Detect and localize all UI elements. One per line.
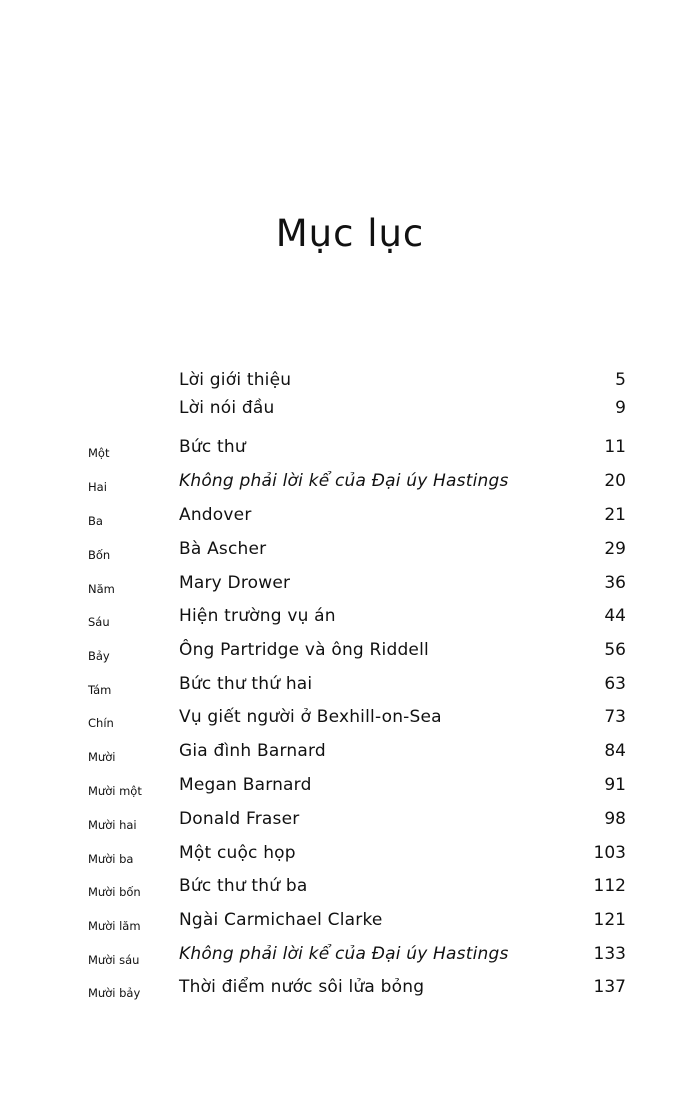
chapter-number: Mười bảy [88,986,141,1000]
page-number: 56 [604,640,626,660]
chapter-title: Bức thư thứ hai [179,674,313,694]
chapter-number: Bảy [88,649,110,663]
chapter-number: Bốn [88,548,111,562]
chapter-title: Lời giới thiệu [179,370,292,390]
chapter-number: Chín [88,716,114,730]
toc-entry [0,606,700,636]
chapter-number: Mười ba [88,852,134,866]
chapter-title: Bức thư thứ ba [179,876,308,896]
page-number: 103 [593,843,626,863]
chapter-title: Ngài Carmichael Clarke [179,910,383,930]
toc-entry [0,843,700,873]
chapter-title: Vụ giết người ở Bexhill-on-Sea [179,707,442,727]
page-number: 9 [615,398,626,418]
chapter-number: Mười hai [88,818,137,832]
toc-entry [0,573,700,603]
chapter-number: Mười lăm [88,919,141,933]
chapter-number: Năm [88,582,115,596]
toc-entry [0,775,700,805]
page-number: 91 [604,775,626,795]
page-number: 44 [604,606,626,626]
chapter-title: Donald Fraser [179,809,300,829]
chapter-number: Ba [88,514,103,528]
chapter-title: Hiện trường vụ án [179,606,336,626]
toc-entry [0,471,700,501]
toc-entry [0,741,700,771]
chapter-number: Mười sáu [88,953,140,967]
chapter-title: Ông Partridge và ông Riddell [179,640,429,660]
chapter-title: Andover [179,505,252,525]
page-number: 112 [593,876,626,896]
chapter-title: Mary Drower [179,573,291,593]
chapter-title: Bức thư [179,437,246,457]
chapter-number: Mười bốn [88,885,141,899]
chapter-title: Không phải lời kể của Đại úy Hastings [179,944,509,964]
page-title: Mục lục [275,212,425,255]
toc-entry [0,977,700,1007]
chapter-title: Gia đình Barnard [179,741,326,761]
page-number: 73 [604,707,626,727]
chapter-number: Mười [88,750,116,764]
toc-entry [0,876,700,906]
toc-entry [0,437,700,467]
chapter-title: Thời điểm nước sôi lửa bỏng [179,977,425,997]
page-number: 121 [593,910,626,930]
chapter-title: Một cuộc họp [179,843,296,863]
chapter-title: Bà Ascher [179,539,267,559]
page-number: 133 [593,944,626,964]
page-number: 36 [604,573,626,593]
toc-entry [0,809,700,839]
page-number: 63 [604,674,626,694]
chapter-number: Tám [88,683,112,697]
toc-entry [0,505,700,535]
page-number: 29 [604,539,626,559]
toc-entry [0,674,700,704]
page-number: 20 [604,471,626,491]
chapter-number: Hai [88,480,107,494]
chapter-number: Một [88,446,110,460]
toc-entry [0,910,700,940]
chapter-title: Lời nói đầu [179,398,275,418]
chapter-title: Không phải lời kể của Đại úy Hastings [179,471,509,491]
toc-entry [0,370,700,400]
chapter-number: Mười một [88,784,142,798]
page-number: 84 [604,741,626,761]
page-number: 98 [604,809,626,829]
page-number: 11 [604,437,626,457]
toc-entry [0,640,700,670]
toc-entry [0,707,700,737]
chapter-title: Megan Barnard [179,775,312,795]
page-number: 5 [615,370,626,390]
page-number: 21 [604,505,626,525]
chapter-number: Sáu [88,615,110,629]
toc-entry [0,539,700,569]
page-number: 137 [593,977,626,997]
toc-entry [0,398,700,428]
toc-entry [0,944,700,974]
